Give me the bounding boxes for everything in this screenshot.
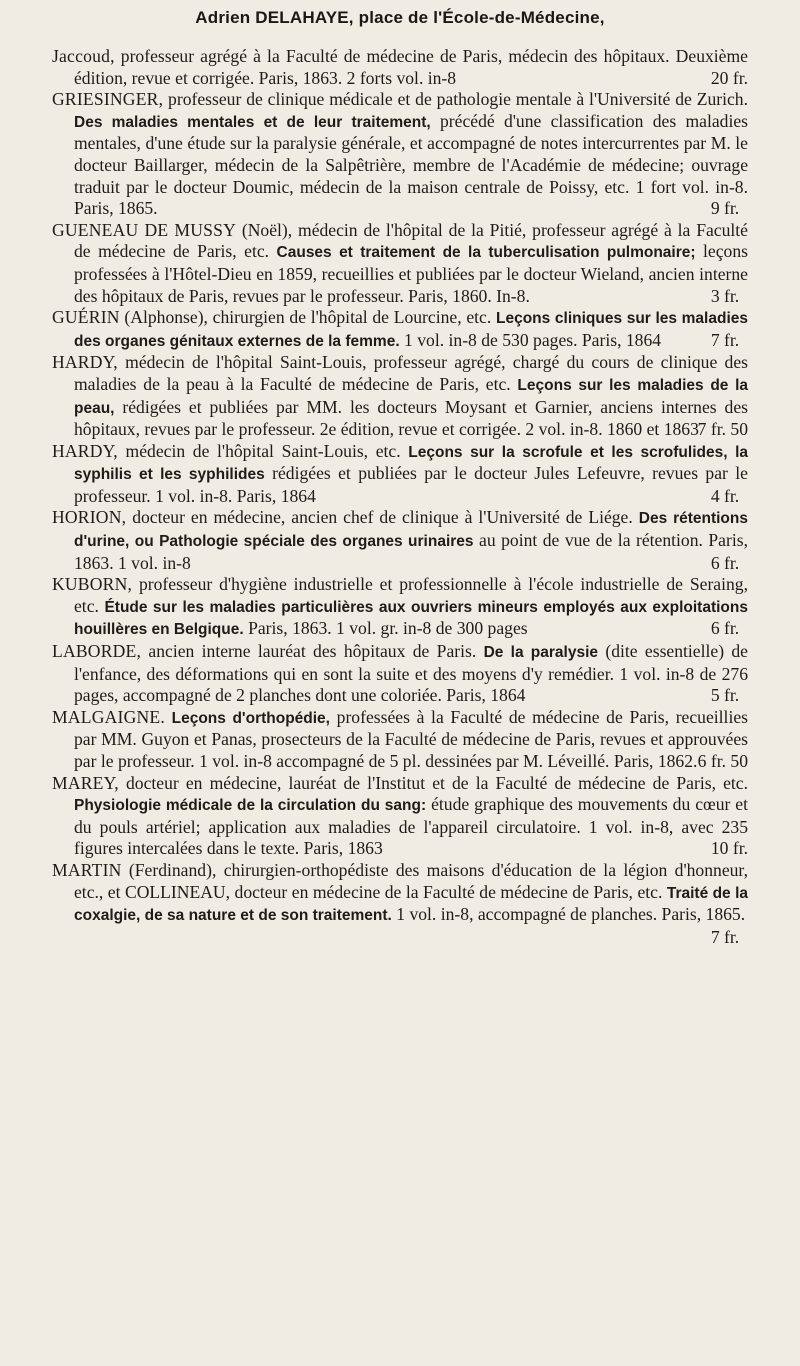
entry-author: LABORDE, — [52, 641, 142, 662]
entry-list — [52, 46, 749, 947]
entry-title: Leçons cliniques sur les maladies des organes génitaux externes de la femme. — [74, 310, 748, 350]
entry-details: 1 vol. in-8 de 530 pages. Paris, 1864 — [399, 329, 662, 350]
catalog-entry-hardy-peau — [52, 352, 748, 440]
entry-price: 10 fr. — [710, 838, 748, 859]
entry-price: 9 fr. — [710, 198, 740, 219]
entry-title: Des rétentions d'urine, ou Pathologie spéciale des organes urinaires — [74, 510, 748, 551]
entry-title: De la paralysie — [483, 644, 599, 662]
entry-author: Jaccoud, — [52, 46, 115, 66]
entry-description: (Ferdinand), chirurgien-orthopédiste des maisons d'éducation de la légion d'honneur, etc., et COLLINEAU, docteur en médecine de la Faculté de médecine de Paris, etc. — [74, 859, 748, 902]
entry-price: 6 fr. — [710, 552, 740, 573]
entry-title: Étude sur les maladies particulières aux ouvriers mineurs employés aux exploitations houillères en Belgique. — [74, 598, 748, 639]
entry-title: Traité de la coxalgie, de sa nature et de son traitement. — [74, 884, 749, 925]
catalog-entry-martin — [52, 859, 749, 947]
entry-price: 5 fr. — [710, 685, 740, 706]
entry-price: 3 fr. — [710, 285, 740, 306]
entry-details: étude graphique des mouvements du cœur et du pouls artériel; application aux maladies de l'appareil circulatoire. 1 vol. in-8, avec 235 figures intercalées dans le texte. Paris, 1863 — [74, 794, 749, 859]
entry-title: Des maladies mentales et de leur traitement, — [74, 113, 431, 131]
catalog-entry-hardy-scrofule — [52, 441, 748, 508]
entry-price: 7 fr. 50 — [697, 419, 748, 440]
entry-details: professées à la Faculté de médecine de Paris, recueillies par MM. Guyon et Panas, prosecteurs de la Faculté de médecine de Paris, revues et approuvées par le professeur. 1 vol. in-8 accompagné de 5 pl. dessinées par M. Léveillé. Paris, 1862. — [74, 706, 748, 771]
entry-description: professeur d'hygiène industrielle et professionnelle à l'école industrielle de Seraing, etc. — [74, 574, 748, 616]
entry-price: 7 fr. — [710, 926, 740, 947]
entry-details: (dite essentielle) de l'enfance, des déformations qui en sont la suite et des moyens d'y remédier. 1 vol. in-8 de 276 pages, accompagné de 2 planches dont une coloriée. Paris, 1864 — [74, 641, 748, 706]
running-head: Adrien DELAHAYE, place de l'École-de-Médecine, — [195, 8, 605, 27]
entry-title: Leçons sur la scrofule et les scrofulides, la syphilis et les syphilides — [74, 443, 748, 484]
entry-title: Physiologie médicale de la circulation du sang: — [74, 797, 427, 815]
entry-author: HARDY, — [52, 352, 118, 373]
catalog-entry-gueneau-de-mussy — [52, 220, 748, 307]
entry-title: Leçons d'orthopédie, — [171, 709, 330, 727]
entry-description: ancien interne lauréat des hôpitaux de Paris. — [141, 641, 484, 662]
entry-price: 20 fr. — [710, 67, 748, 88]
entry-description: docteur en médecine, ancien chef de clinique à l'Université de Liége. — [126, 507, 639, 528]
entry-details: rédigées et publiées par MM. les docteurs Moysant et Garnier, anciens internes des hôpitaux, revues par le professeur. 2e édition, revue et corrigée. 2 vol. in-8. 1860 et 1863 — [74, 396, 748, 440]
entry-author: GUENEAU DE MUSSY — [52, 219, 236, 240]
entry-author: MALGAIGNE. — [52, 706, 165, 727]
entry-description: médecin de l'hôpital Saint-Louis, professeur agrégé, chargé du cours de clinique des maladies de la peau à la Faculté de médecine de Paris, etc. — [74, 352, 748, 394]
catalog-entry-guerin — [52, 307, 748, 352]
catalog-entry-kuborn — [52, 574, 748, 641]
entry-price: 6 fr. — [710, 618, 740, 639]
entry-price: 6 fr. 50 — [697, 751, 748, 771]
entry-author: GUÉRIN — [52, 307, 120, 328]
entry-details: 1 vol. in-8, accompagné de planches. Paris, 1865. — [391, 904, 746, 925]
entry-price: 4 fr. — [710, 485, 740, 506]
catalog-entry-laborde — [52, 641, 748, 707]
entry-title: Leçons sur les maladies de la peau, — [74, 376, 748, 417]
entry-author: MARTIN — [52, 859, 122, 880]
entry-details: rédigées et publiées par le docteur Jules Lefeuvre, revues par le professeur. 1 vol. in-8. Paris, 1864 — [74, 463, 748, 506]
entry-author: HORION, — [52, 507, 127, 528]
entry-details: au point de vue de la rétention. Paris, 1863. 1 vol. in-8 — [74, 530, 748, 573]
entry-details: précédé d'une classification des maladies mentales, d'une étude sur la paralysie générale, et accompagné de notes intercurrentes par M. le docteur Baillarger, médecin de la Salpêtrière, membre de l'Académie de médecine; ouvrage traduit par le docteur Doumic, médecin de la maison centrale de Poissy, etc. 1 fort vol. in-8. Paris, 1865. — [74, 110, 749, 219]
entry-price: 7 fr. — [710, 329, 740, 350]
entry-description: docteur en médecine, lauréat de l'Institut et de la Faculté de médecine de Paris, etc. — [118, 772, 748, 793]
entry-description — [165, 707, 172, 727]
entry-author: GRIESINGER, — [52, 89, 164, 110]
entry-description: médecin de l'hôpital Saint-Louis, etc. — [117, 440, 409, 461]
entry-author: HARDY, — [52, 440, 118, 461]
entry-author: KUBORN, — [52, 574, 133, 595]
entry-details: leçons professées à l'Hôtel-Dieu en 1859, recueillies et publiées par le docteur Wieland, ancien interne des hôpitaux de Paris, revues par le professeur. Paris, 1860. In-8. — [74, 241, 748, 306]
entry-description: professeur agrégé à la Faculté de médecine de Paris, médecin des hôpitaux. Deuxième édition, revue et corrigée. Paris, 1863. 2 forts vol. in-8 — [74, 46, 748, 88]
entry-description: (Noël), médecin de l'hôpital de la Pitié, professeur agrégé à la Faculté de médecine de Paris, etc. — [74, 219, 748, 262]
catalog-entry-malgaigne — [52, 707, 748, 773]
entry-author: MAREY, — [52, 772, 119, 793]
catalog-entry-griesinger — [52, 89, 748, 220]
catalog-entry-horion — [52, 507, 748, 574]
entry-description: professeur de clinique médicale et de pathologie mentale à l'Université de Zurich. — [163, 89, 748, 110]
entry-title: Causes et traitement de la tuberculisation pulmonaire; — [276, 244, 696, 262]
catalog-entry-marey — [52, 773, 748, 860]
entry-details: Paris, 1863. 1 vol. gr. in-8 de 300 pages — [243, 618, 528, 639]
entry-description: (Alphonse), chirurgien de l'hôpital de Lourcine, etc. — [119, 307, 496, 328]
catalog-entry-jaccoud — [52, 46, 748, 89]
